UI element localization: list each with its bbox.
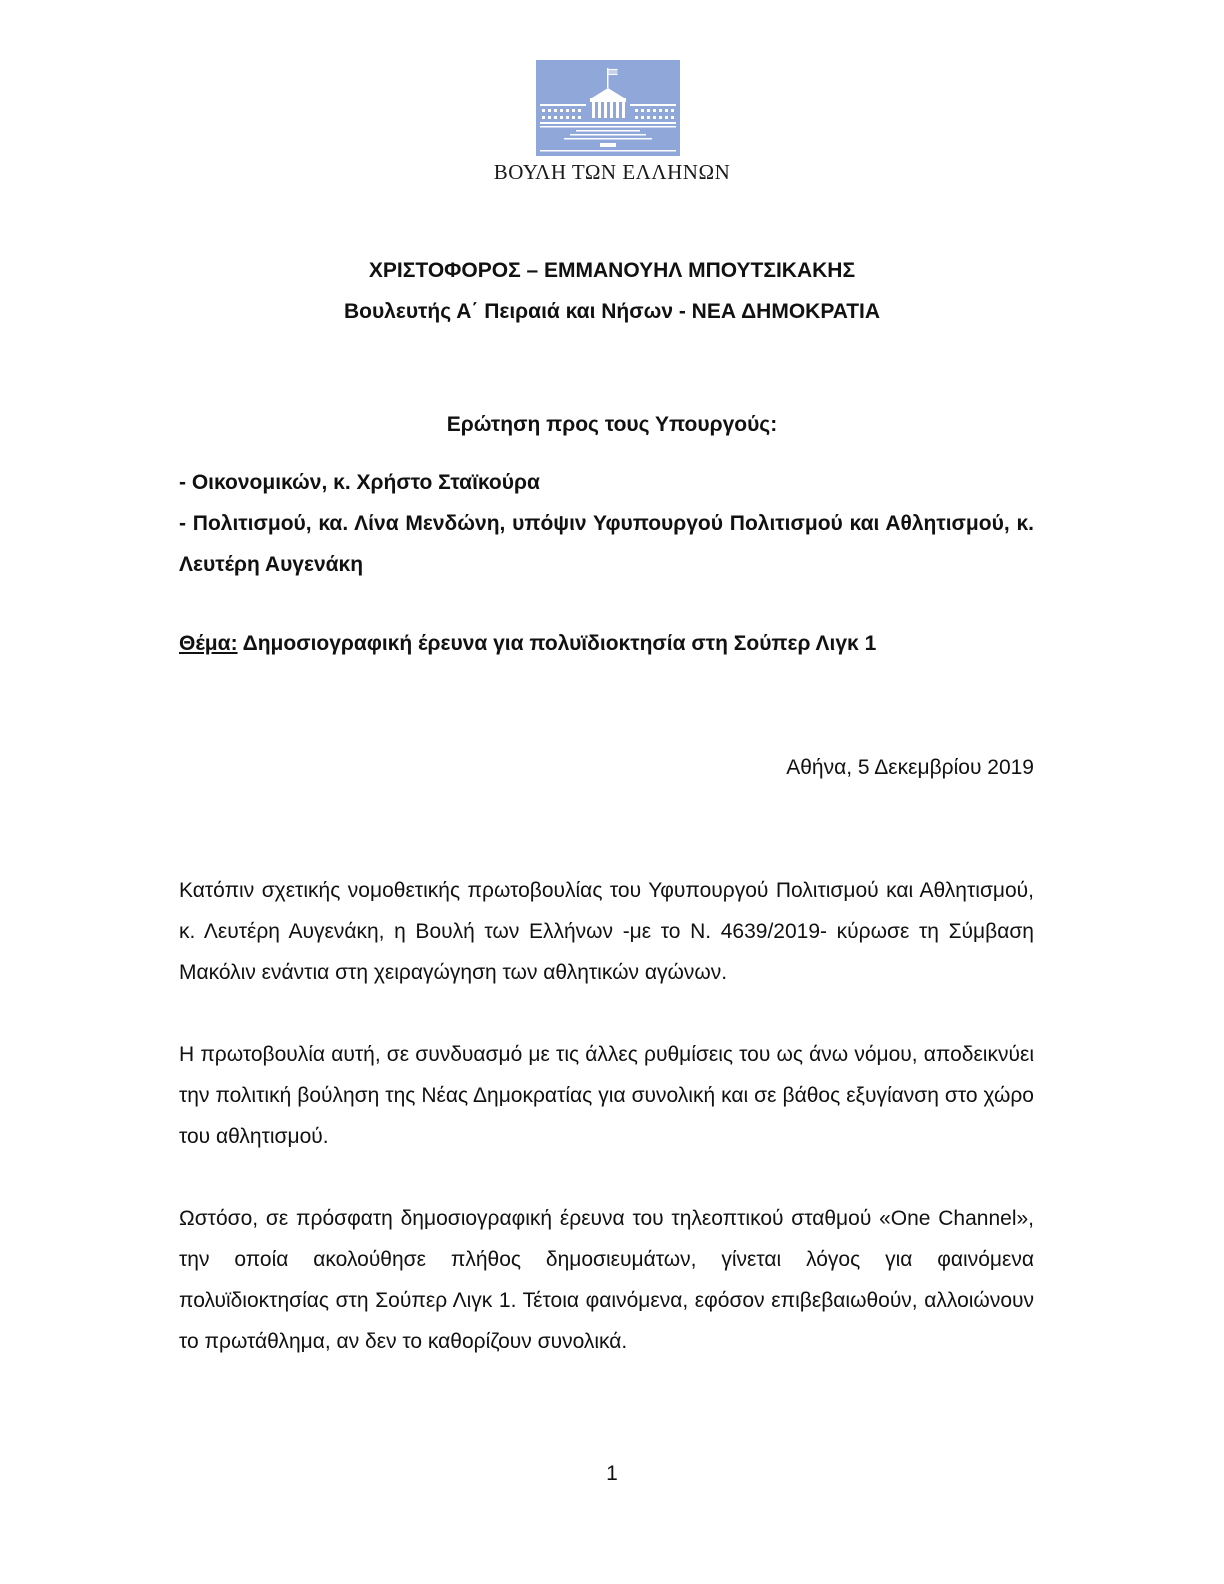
recipient-item: - Οικονομικών, κ. Χρήστο Σταϊκούρα [179, 471, 540, 494]
body-text [179, 870, 1034, 1403]
document-header [0, 250, 1224, 332]
body-paragraph: Η πρωτοβουλία αυτή, σε συνδυασμό με τις άλλες ρυθμίσεις του ως άνω νόμου, αποδεικνύει την πολιτική βούληση της Νέας Δημοκρατίας για συνολική και σε βάθος εξυγίανση στο χώρο του αθλητισμού. [179, 1043, 1034, 1148]
page-number: 1 [606, 1462, 618, 1485]
body-paragraph: Ωστόσο, σε πρόσφατη δημοσιογραφική έρευνα του τηλεοπτικού σταθμού «One Channel», την οποία ακολούθησε πλήθος δημοσιευμάτων, γίνεται λόγος για φαινόμενα πολυϊδιοκτησίας στη Σούπερ Λιγκ 1. Τέτοια φαινόμενα, εφόσον επιβεβαιωθούν, αλλοιώνουν το πρωτάθλημα, αν δεν το καθορίζουν συνολικά. [179, 1207, 1034, 1353]
subject-text: Δημοσιογραφική έρευνα για πολυϊδιοκτησία στη Σούπερ Λιγκ 1 [237, 632, 877, 655]
question-title: Ερώτηση προς τους Υπουργούς: [446, 413, 778, 436]
parliament-building-logo-icon [536, 60, 680, 156]
recipient-list [179, 462, 1034, 585]
body-paragraph: Κατόπιν σχετικής νομοθετικής πρωτοβουλίας του Υφυπουργού Πολιτισμού και Αθλητισμού, κ. Λευτέρη Αυγενάκη, η Βουλή των Ελλήνων -με το Ν. 4639/2019- κύρωσε τη Σύμβαση Μακόλιν ενάντια στη χειραγώγηση των αθλητικών αγώνων. [179, 879, 1034, 984]
author-name: ΧΡΙΣΤΟΦΟΡΟΣ – ΕΜΜΑΝΟΥΗΛ ΜΠΟΥΤΣΙΚΑΚΗΣ [368, 259, 856, 282]
subject-label: Θέμα: [179, 632, 238, 655]
parliament-logo [536, 60, 680, 156]
subject-line [179, 632, 1034, 656]
date-line: Αθήνα, 5 Δεκεμβρίου 2019 [786, 756, 1034, 779]
author-role: Βουλευτής Α΄ Πειραιά και Νήσων - ΝΕΑ ΔΗΜΟΚΡΑΤΙΑ [343, 300, 881, 323]
recipient-item: - Πολιτισμού, κα. Λίνα Μενδώνη, υπόψιν Υφυπουργού Πολιτισμού και Αθλητισμού, κ. Λευτέρη Αυγενάκη [179, 512, 1034, 576]
logo-caption: ΒΟΥΛΗ ΤΩΝ ΕΛΛΗΝΩΝ [493, 160, 731, 184]
